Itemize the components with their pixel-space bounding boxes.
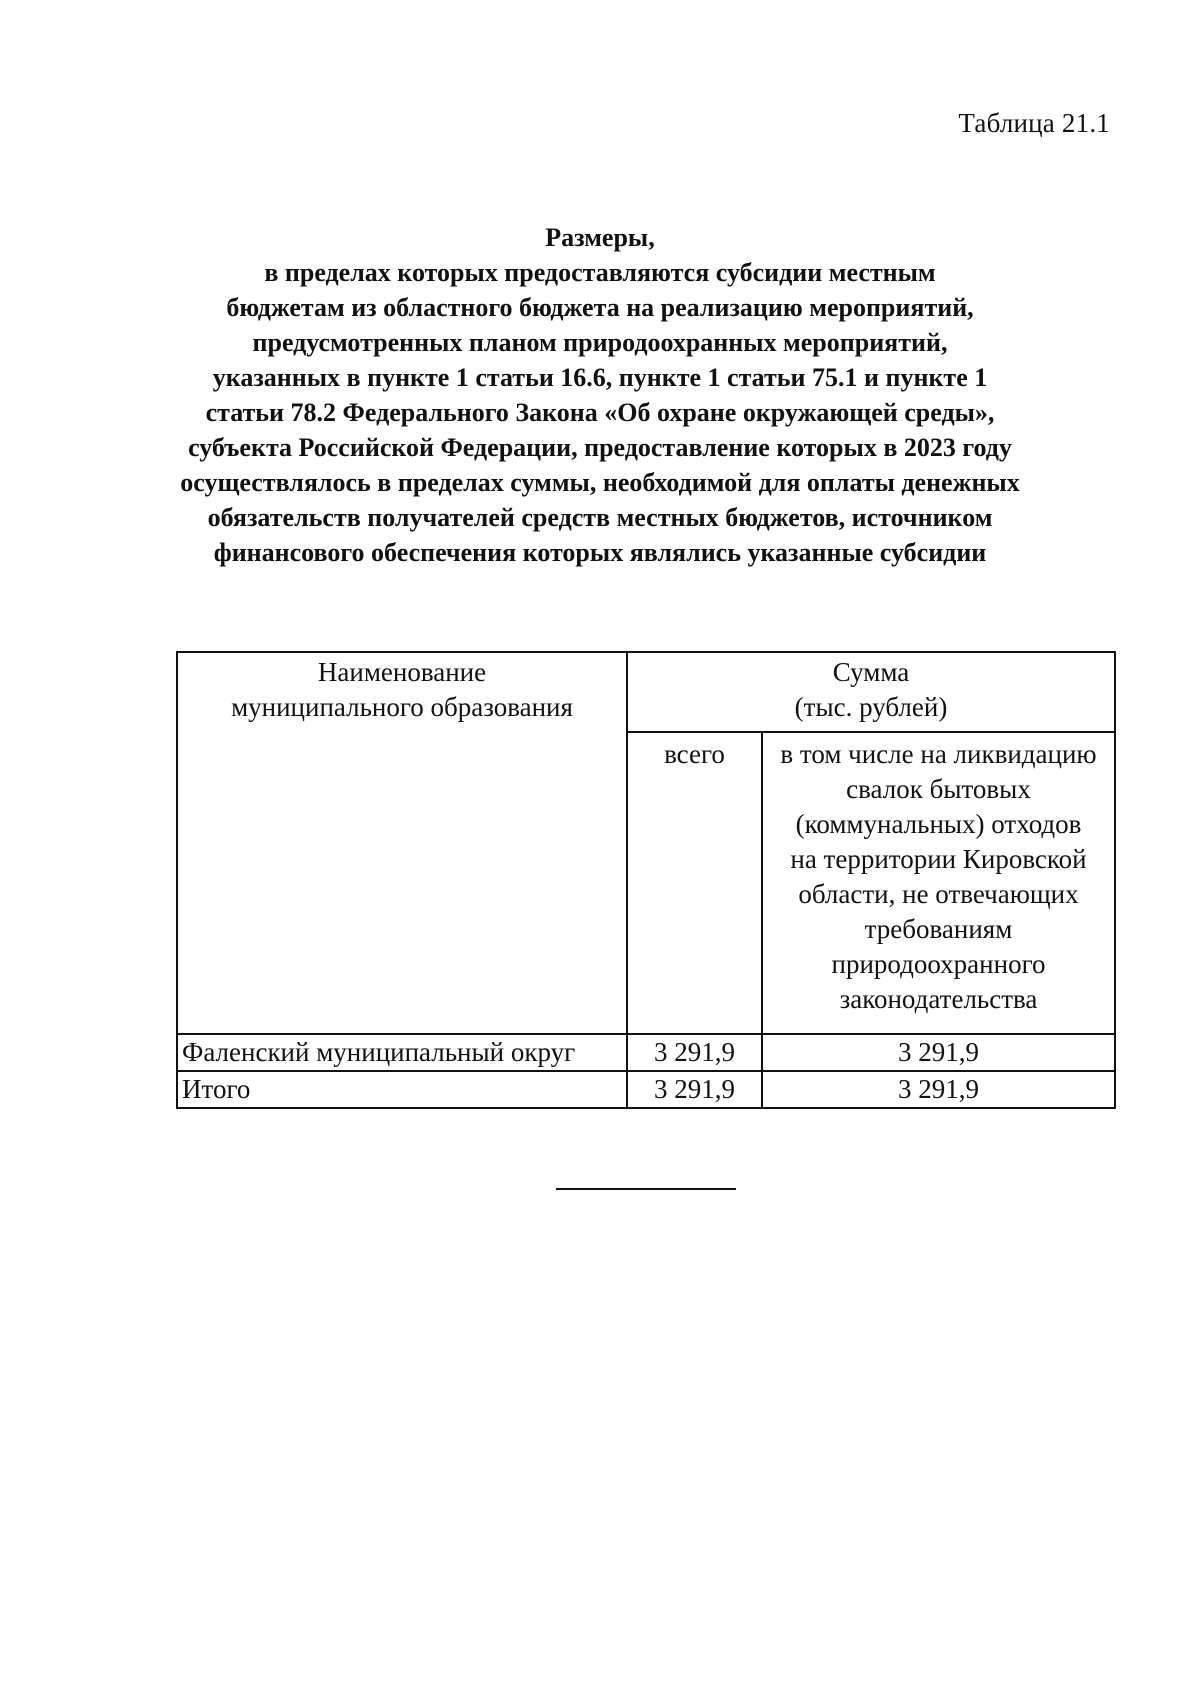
document-title <box>150 220 1050 570</box>
title-line: статьи 78.2 Федерального Закона «Об охране окружающей среды», <box>205 398 995 427</box>
title-line: бюджетам из областного бюджета на реализацию мероприятий, <box>226 293 974 322</box>
table-number: Таблица 21.1 <box>958 108 1110 138</box>
title-line: предусмотренных планом природоохранных мероприятий, <box>252 328 948 357</box>
table-total-row <box>177 1071 1115 1108</box>
header-including-line: свалок бытовых <box>846 774 1031 804</box>
subsidy-table <box>176 651 1116 1109</box>
title-line: Размеры, <box>545 223 655 252</box>
header-including-line: требованиям <box>864 914 1013 944</box>
row-name-cell: Фаленский муниципальный округ <box>177 1034 627 1071</box>
title-line: в пределах которых предоставляются субсидии местным <box>264 258 936 287</box>
title-line: обязательств получателей средств местных бюджетов, источником <box>207 503 993 532</box>
table-row <box>177 1034 1115 1071</box>
row-including-cell: 3 291,9 <box>762 1071 1115 1108</box>
row-including-cell: 3 291,9 <box>762 1034 1115 1071</box>
row-total-cell: 3 291,9 <box>627 1071 762 1108</box>
title-line: указанных в пункте 1 статьи 16.6, пункте 1 статьи 75.1 и пункте 1 <box>212 363 988 392</box>
header-total-cell: всего <box>627 732 762 1034</box>
header-including-cell <box>762 732 1115 1034</box>
row-name-cell: Итого <box>177 1071 627 1108</box>
header-including-line: области, не отвечающих <box>798 879 1079 909</box>
header-sum-line: (тыс. рублей) <box>794 692 948 722</box>
title-line: субъекта Российской Федерации, предоставление которых в 2023 году <box>188 433 1012 462</box>
closing-divider <box>556 1188 736 1190</box>
header-sum-line: Сумма <box>832 657 910 687</box>
title-line: осуществлялось в пределах суммы, необходимой для оплаты денежных <box>180 468 1020 497</box>
header-name-cell <box>177 652 627 1034</box>
header-including-line: в том числе на ликвидацию <box>780 739 1097 769</box>
header-including-line: законодательства <box>839 984 1038 1014</box>
title-line: финансового обеспечения которых являлись указанные субсидии <box>213 538 987 567</box>
header-sum-cell <box>627 652 1115 732</box>
header-name-line: муниципального образования <box>231 692 573 722</box>
header-name-line: Наименование <box>317 657 487 687</box>
header-including-line: природоохранного <box>831 949 1046 979</box>
table-header-row <box>177 652 1115 732</box>
row-total-cell: 3 291,9 <box>627 1034 762 1071</box>
header-including-line: на территории Кировской <box>790 844 1087 874</box>
header-including-line: (коммунальных) отходов <box>795 809 1082 839</box>
